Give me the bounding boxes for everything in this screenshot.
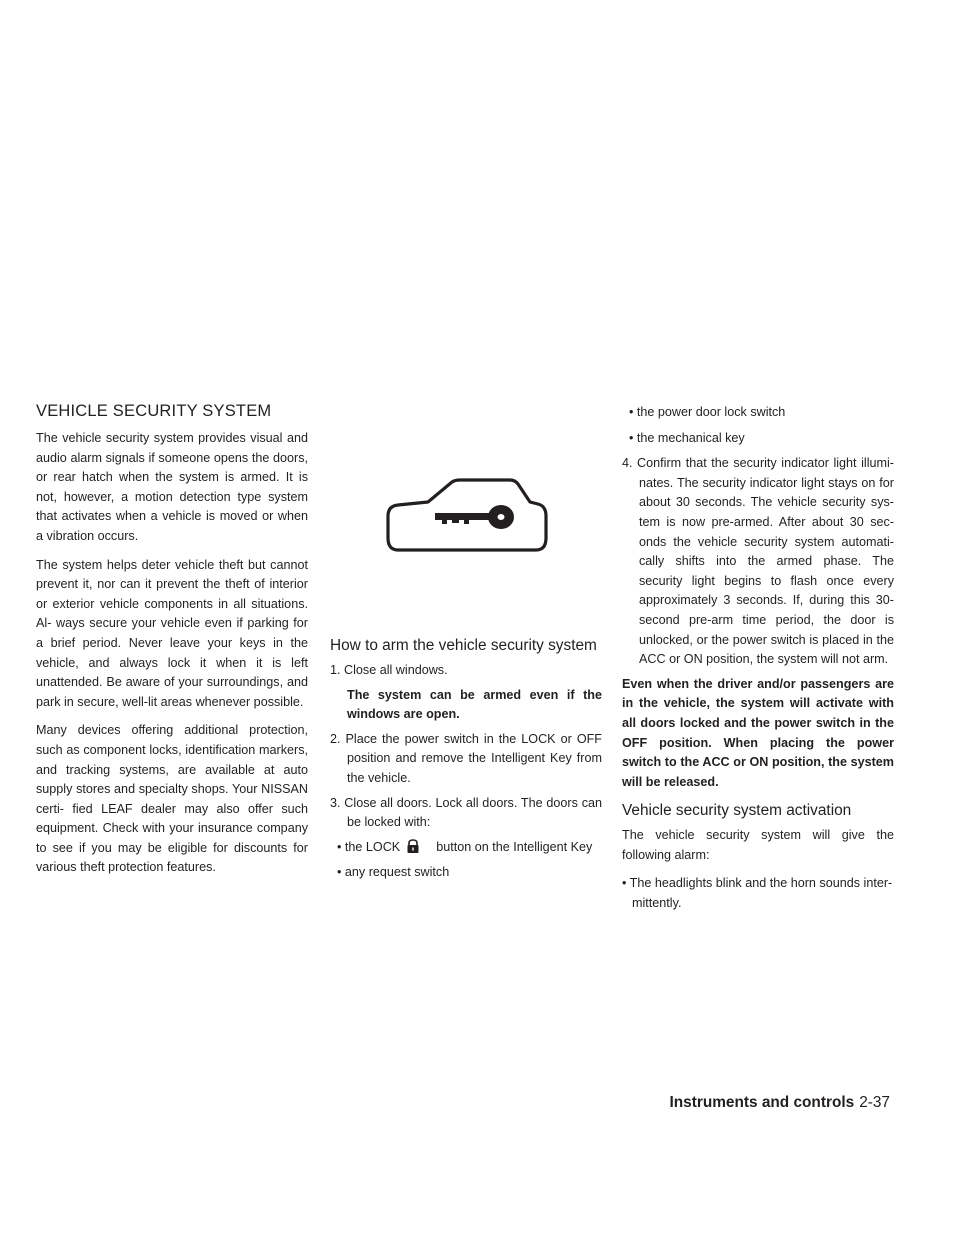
page-number: 2-37 bbox=[859, 1094, 890, 1111]
devices-paragraph: Many devices offering additional protection, such as component locks, identification markers, and tracking systems, are available at auto supply stores and specialty shops. Your NISSAN certi- fied LEAF dealer may also offer such equipment. Check with your insurance company to see if you may be eligible for discounts for various theft protection features. bbox=[36, 723, 308, 875]
intro-paragraph: The vehicle security system provides visual and audio alarm signals if someone opens the doors, or rear hatch when the system is armed. It is not, however, a motion detection type system that activates when a vehicle is moved or when a vibration occurs. bbox=[36, 431, 308, 543]
warning-paragraph: Even when the driver and/or passengers are in the vehicle, the system will activate with all doors locked and the power switch in the OFF position. When placing the power switch to the ACC or ON position, the system will be released. bbox=[622, 676, 894, 789]
footer-section-name: Instruments and controls bbox=[669, 1094, 855, 1111]
column-right bbox=[622, 403, 894, 920]
bullet-mechanical-key: • the mechanical key bbox=[629, 430, 745, 445]
bullet-lock-text-a: • the LOCK bbox=[337, 839, 401, 854]
bullet-lock-text-b: button on the Intelligent Key bbox=[436, 839, 593, 854]
column-middle bbox=[330, 470, 602, 889]
step-1-warning: The system can be armed even if the windows are open. bbox=[347, 687, 602, 722]
bullet-headlights-horn: • The headlights blink and the horn sounds inter- mittently. bbox=[622, 876, 893, 911]
padlock-icon bbox=[404, 839, 422, 853]
bullet-lock-button bbox=[330, 838, 602, 858]
column-left bbox=[36, 400, 308, 887]
bullet-request-switch: • any request switch bbox=[337, 865, 450, 880]
activation-heading: Vehicle security system activation bbox=[622, 802, 852, 820]
step-1: 1. Close all windows. bbox=[330, 663, 448, 677]
activation-intro: The vehicle security system will give the following alarm: bbox=[622, 828, 894, 862]
illustration-spacer bbox=[330, 470, 602, 636]
step-3: 3. Close all doors. Lock all doors. The doors can be locked with: bbox=[330, 795, 602, 830]
page-footer bbox=[669, 1093, 890, 1113]
arm-heading: How to arm the vehicle security system bbox=[330, 637, 597, 654]
bullet-power-door-lock: • the power door lock switch bbox=[629, 405, 786, 419]
section-title: VEHICLE SECURITY SYSTEM bbox=[36, 402, 272, 420]
step-4: 4. Confirm that the security indicator light illumi- nates. The security indicator light stays on for about 30 seconds. The vehicle security sys- tem is now pre-armed. After about 30 sec- onds the vehicle security system automati- cally shifts into the armed phase. The security light begins to flash once every approximately 3 seconds. If, during this 30-second pre-arm time period, the door is unlocked, or the power switch is placed in the ACC or ON position, the system will not arm. bbox=[622, 456, 894, 667]
step-2: 2. Place the power switch in the LOCK or OFF position and remove the Intelligent Key from the vehicle. bbox=[330, 731, 602, 785]
deter-paragraph: The system helps deter vehicle theft but cannot prevent it, nor can it prevent the theft of interior or exterior vehicle components in all situations. Al- ways secure your vehicle even if parking for a brief period. Never leave your keys in the vehicle, and always lock it when it is left unattended. Be aware of your surroundings, and park in secure, well-lit areas whenever possible. bbox=[36, 557, 308, 709]
